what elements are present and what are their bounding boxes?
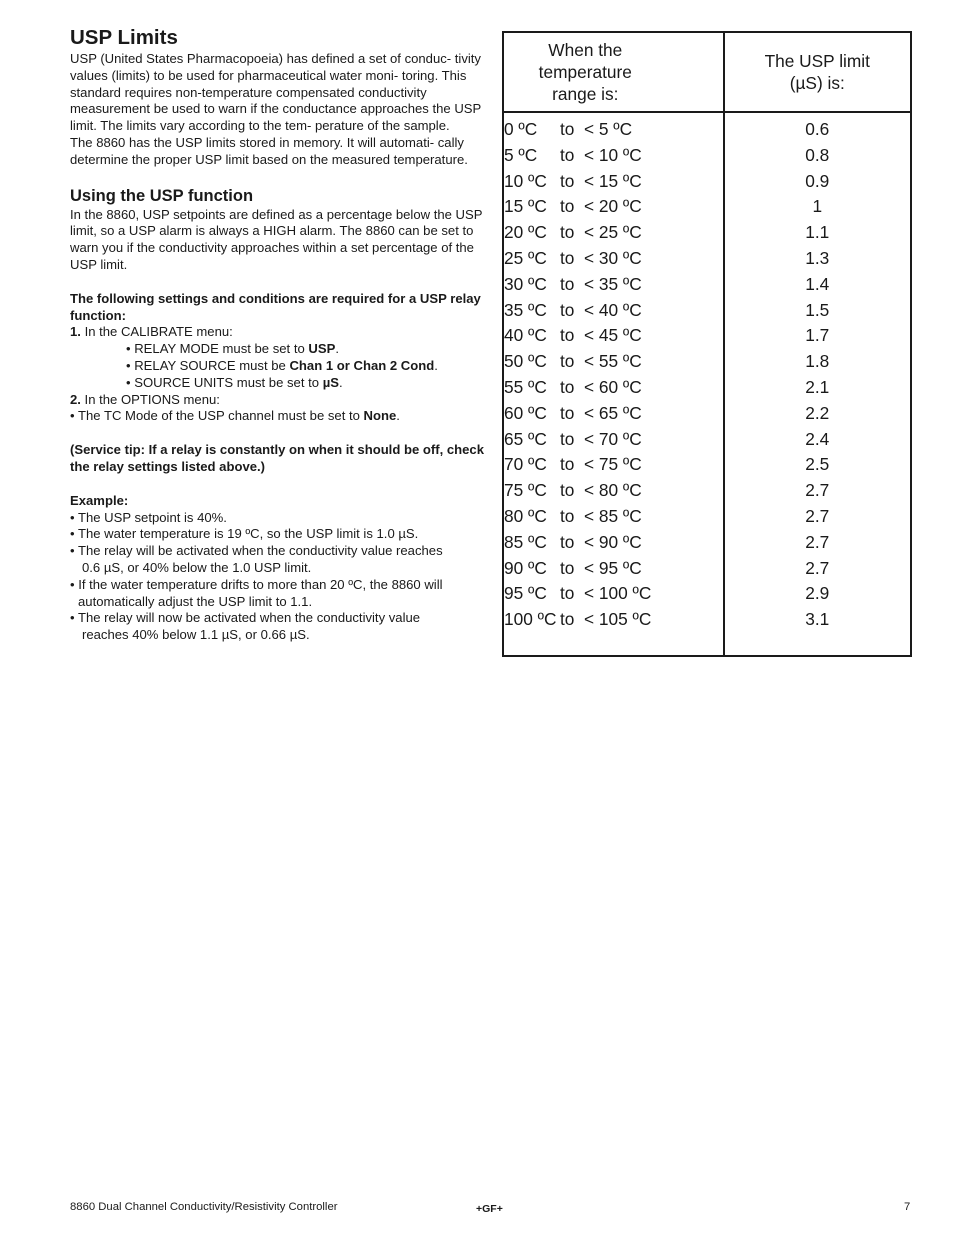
section-heading: Using the USP function bbox=[70, 186, 254, 205]
table-row bbox=[503, 607, 911, 633]
table-row bbox=[503, 220, 911, 246]
service-tip: (Service tip: If a relay is constantly on when it should be off, check the relay settings listed above.) bbox=[70, 442, 485, 474]
footer-title: 8860 Dual Channel Conductivity/Resistivity Controller bbox=[70, 1201, 338, 1213]
temperature-range-cell: 60 ºC to < 65 ºC bbox=[503, 401, 724, 427]
table-row bbox=[503, 401, 911, 427]
table-header-temperature: When the temperature range is: bbox=[503, 32, 724, 112]
example-line: • The water temperature is 19 ºC, so the USP limit is 1.0 µS. bbox=[70, 526, 419, 542]
table-row bbox=[503, 194, 911, 220]
temperature-range-cell: 0 ºC to < 5 ºC bbox=[503, 112, 724, 143]
temperature-range-cell: 10 ºC to < 15 ºC bbox=[503, 169, 724, 195]
step-2: 2. In the OPTIONS menu: bbox=[70, 391, 220, 407]
usp-limit-cell: 0.6 bbox=[724, 112, 911, 143]
table-row bbox=[503, 112, 911, 143]
usp-limit-cell: 2.7 bbox=[724, 556, 911, 582]
usp-limit-cell: 2.9 bbox=[724, 581, 911, 607]
step-1-item: • SOURCE UNITS must be set to µS. bbox=[126, 374, 343, 390]
usp-limit-cell: 0.8 bbox=[724, 143, 911, 169]
gf-logo: +GF+ bbox=[476, 1203, 503, 1215]
table-row bbox=[503, 323, 911, 349]
temperature-range-cell: 40 ºC to < 45 ºC bbox=[503, 323, 724, 349]
settings-intro: The following settings and conditions are required for a USP relay function: bbox=[70, 290, 481, 323]
temperature-range-cell: 100 ºC to < 105 ºC bbox=[503, 607, 724, 633]
page-number: 7 bbox=[904, 1201, 911, 1213]
example-line: • The USP setpoint is 40%. bbox=[70, 509, 227, 525]
table-row bbox=[503, 581, 911, 607]
step-1: 1. In the CALIBRATE menu: bbox=[70, 324, 233, 340]
table-row bbox=[503, 143, 911, 169]
temperature-range-cell: 95 ºC to < 100 ºC bbox=[503, 581, 724, 607]
temperature-range-cell: 30 ºC to < 35 ºC bbox=[503, 272, 724, 298]
example-line-cont: 0.6 µS, or 40% below the 1.0 USP limit. bbox=[82, 559, 312, 575]
usp-limit-cell: 1.7 bbox=[724, 323, 911, 349]
temperature-range-cell: 25 ºC to < 30 ºC bbox=[503, 246, 724, 272]
example-line: • The relay will be activated when the conductivity value reaches bbox=[70, 543, 443, 559]
temperature-range-cell: 85 ºC to < 90 ºC bbox=[503, 530, 724, 556]
temperature-range-cell: 80 ºC to < 85 ºC bbox=[503, 504, 724, 530]
intro-paragraph: USP (United States Pharmacopoeia) has defined a set of conduc- tivity values (limits) to be used for pharmaceutical water moni- toring. This standard requires non-temperature compensated conductivity measurement be used to warn if the conductance approaches the USP limit. The limits vary according to the tem- perature of the sample. bbox=[70, 51, 482, 134]
usp-limit-cell: 1.8 bbox=[724, 349, 911, 375]
step-1-item: • RELAY MODE must be set to USP. bbox=[126, 341, 339, 357]
table-filler-row bbox=[503, 633, 911, 656]
temperature-range-cell: 55 ºC to < 60 ºC bbox=[503, 375, 724, 401]
example-line-cont: reaches 40% below 1.1 µS, or 0.66 µS. bbox=[82, 627, 310, 643]
temperature-range-cell: 75 ºC to < 80 ºC bbox=[503, 478, 724, 504]
step-1-item: • RELAY SOURCE must be Chan 1 or Chan 2 Cond. bbox=[126, 357, 438, 373]
usp-limit-cell: 1.3 bbox=[724, 246, 911, 272]
intro-paragraph-2: The 8860 has the USP limits stored in memory. It will automati- cally determine the proper USP limit based on the measured temperature. bbox=[70, 134, 468, 167]
usp-limit-cell: 1 bbox=[724, 194, 911, 220]
example-line-cont: automatically adjust the USP limit to 1.1. bbox=[78, 593, 313, 609]
usp-limit-cell: 3.1 bbox=[724, 607, 911, 633]
temperature-range-cell: 90 ºC to < 95 ºC bbox=[503, 556, 724, 582]
temperature-range-cell: 15 ºC to < 20 ºC bbox=[503, 194, 724, 220]
usp-limits-table bbox=[502, 31, 912, 657]
example-label: Example: bbox=[70, 492, 129, 508]
temperature-range-cell: 5 ºC to < 10 ºC bbox=[503, 143, 724, 169]
table-row bbox=[503, 504, 911, 530]
temperature-range-cell: 70 ºC to < 75 ºC bbox=[503, 452, 724, 478]
table-row bbox=[503, 452, 911, 478]
usp-limit-cell: 1.4 bbox=[724, 272, 911, 298]
table-row bbox=[503, 349, 911, 375]
step-1-list bbox=[70, 341, 485, 391]
step-2-item: • The TC Mode of the USP channel must be set to None. bbox=[70, 408, 400, 424]
table-row bbox=[503, 298, 911, 324]
function-paragraph: In the 8860, USP setpoints are defined as a percentage below the USP limit, so a USP alarm is always a HIGH alarm. The 8860 can be set to warn you if the conductivity approaches within a set percentage of the USP limit. bbox=[70, 206, 483, 272]
usp-limit-cell: 1.5 bbox=[724, 298, 911, 324]
usp-limit-cell: 2.7 bbox=[724, 504, 911, 530]
left-column bbox=[70, 26, 485, 644]
usp-limit-cell: 2.4 bbox=[724, 427, 911, 453]
table-row bbox=[503, 272, 911, 298]
table-row bbox=[503, 556, 911, 582]
table-row bbox=[503, 246, 911, 272]
table-row bbox=[503, 169, 911, 195]
temperature-range-cell: 65 ºC to < 70 ºC bbox=[503, 427, 724, 453]
example-line: • If the water temperature drifts to more than 20 ºC, the 8860 will bbox=[70, 576, 443, 592]
table-row bbox=[503, 427, 911, 453]
table-header-limit: The USP limit (µS) is: bbox=[724, 32, 911, 112]
usp-limit-cell: 0.9 bbox=[724, 169, 911, 195]
example-line: • The relay will now be activated when the conductivity value bbox=[70, 610, 421, 626]
usp-limit-cell: 1.1 bbox=[724, 220, 911, 246]
usp-limit-cell: 2.7 bbox=[724, 478, 911, 504]
temperature-range-cell: 20 ºC to < 25 ºC bbox=[503, 220, 724, 246]
temperature-range-cell: 50 ºC to < 55 ºC bbox=[503, 349, 724, 375]
temperature-range-cell: 35 ºC to < 40 ºC bbox=[503, 298, 724, 324]
usp-limit-cell: 2.2 bbox=[724, 401, 911, 427]
usp-limit-cell: 2.5 bbox=[724, 452, 911, 478]
table-row bbox=[503, 375, 911, 401]
page-title: USP Limits bbox=[70, 26, 178, 49]
usp-limit-cell: 2.1 bbox=[724, 375, 911, 401]
table-row bbox=[503, 530, 911, 556]
table-row bbox=[503, 478, 911, 504]
usp-limit-cell: 2.7 bbox=[724, 530, 911, 556]
